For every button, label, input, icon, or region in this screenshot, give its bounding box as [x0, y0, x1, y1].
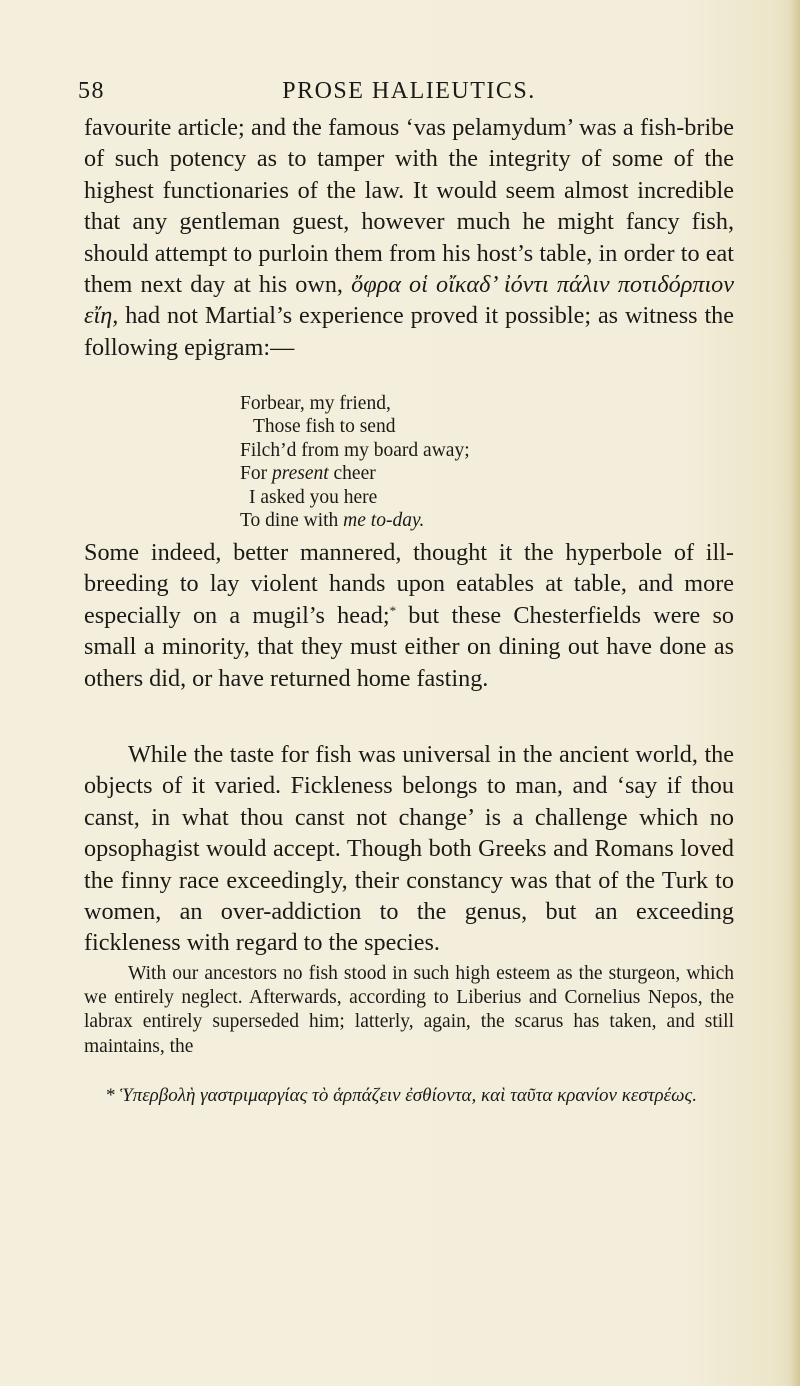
paragraph-2-text-end: but these Chesterfields were so small a minority, that they must either on dining out have done as others did, or have returned home fasting.	[84, 601, 735, 692]
running-head	[78, 78, 730, 112]
running-title: PROSE HALIEUTICS.	[282, 78, 536, 104]
epigram-line-1: Forbear, my friend,	[240, 393, 391, 414]
paragraph-4: With our ancestors no fish stood in such high esteem as the sturgeon, which we entirely neglect. Afterwards, according to Liberius and Cornelius Nepos, the labrax entirely superseded him; latterly, again, the scarus has taken, and still maintains, the	[84, 963, 734, 1057]
epigram-line-6-emphasis: me to-day.	[343, 510, 425, 532]
epigram-line-4	[240, 462, 660, 485]
greek-quote: ὄφρα οἱ οἴκαδ’ ἰόντι πάλιν ποτιδόρπιον εἴη,	[84, 271, 734, 330]
footnote-greek-text: Ὑπερβολὴ γαστριμαργίας τὸ ἁρπάζειν ἐσθίοντα, καὶ ταῦτα κρανίον κεστρέως.	[120, 1085, 697, 1106]
footnote-marker: *	[106, 1085, 116, 1106]
epigram	[240, 392, 660, 532]
paragraph-1-text-end: had not Martial’s experience proved it possible; as witness the following epigram:—	[84, 302, 734, 361]
epigram-line-6	[240, 509, 660, 532]
epigram-line-4-suffix: cheer	[328, 463, 376, 485]
paragraph-3: While the taste for fish was universal in the ancient world, the objects of it varied. Fickleness belongs to man, and ‘say if thou canst, in what thou canst not change’ is a challenge which no opsophagist would accept. Though both Greeks and Romans loved the finny race exceedingly, their constancy was that of the Turk to women, an over-addiction to the genus, but an exceeding fickleness with regard to the species.	[84, 741, 734, 957]
paragraph-2-text: Some indeed, better mannered, thought it the hyperbole of ill-breeding to lay violent hands upon eatables at table, and more especially on a mugil’s head;	[84, 539, 734, 629]
epigram-line-3: Filch’d from my board away;	[240, 439, 470, 461]
page-number: 58	[78, 78, 105, 104]
epigram-line-6-prefix: To dine with	[240, 510, 344, 532]
paragraph-1-text: favourite article; and the famous ‘vas pelamydum’ was a fish-bribe of such potency as to tamper with the integrity of some of the highest functionaries of the law. It would seem almost incredible that any gentleman guest, however much he might fancy fish, should attempt to purloin them from his host’s table, in order to eat them next day at his own,	[84, 114, 734, 299]
epigram-line-4-prefix: For	[240, 463, 272, 485]
footnote-reference: *	[389, 602, 397, 618]
paragraph-1	[84, 112, 734, 363]
epigram-line-4-emphasis: present	[271, 463, 329, 485]
epigram-line-5: I asked you here	[249, 486, 378, 508]
epigram-line-2: Those fish to send	[253, 416, 396, 438]
page-edge-shadow	[790, 0, 800, 1386]
footnote	[84, 1084, 734, 1107]
paragraph-2	[84, 537, 734, 694]
